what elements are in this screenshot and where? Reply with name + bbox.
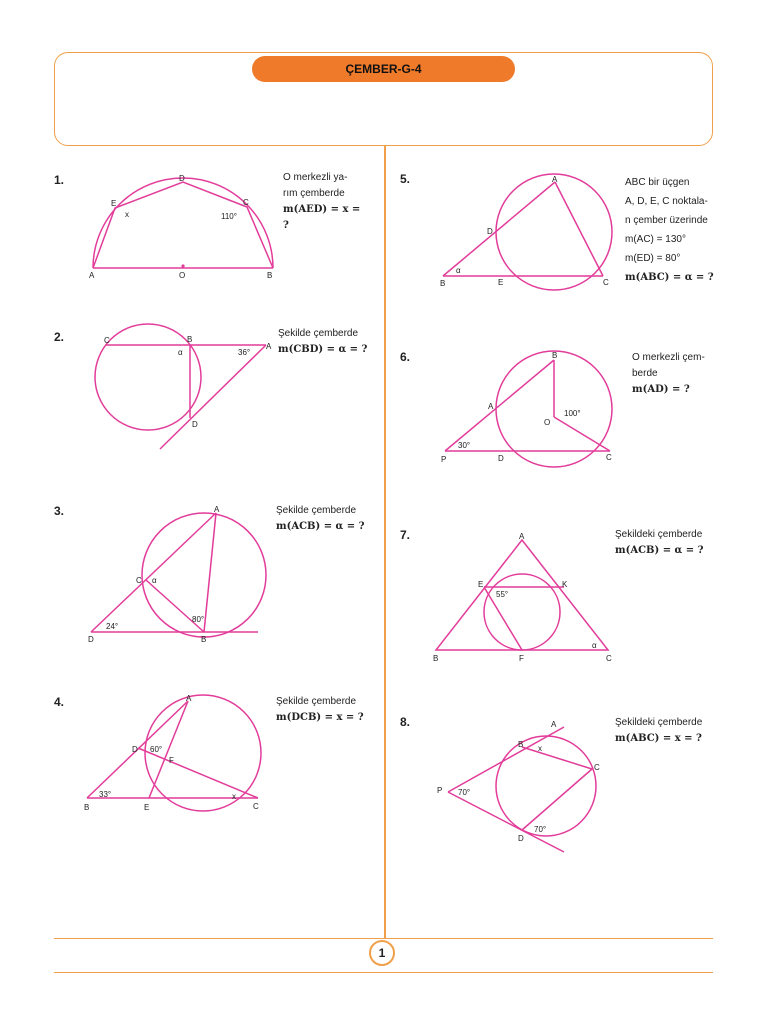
q5-text-line: n çember üzerinde <box>625 215 708 226</box>
question-7-number: 7. <box>400 528 411 542</box>
q2-formula: m(CBD) = α = ? <box>278 344 368 355</box>
q2-label-B: B <box>187 335 193 344</box>
q1-label-C: C <box>243 198 249 207</box>
question-3-text <box>276 503 376 535</box>
q6-label-D: D <box>498 454 504 463</box>
q4-label-F: F <box>169 756 174 765</box>
column-divider <box>384 146 386 938</box>
question-4-figure <box>83 695 273 825</box>
q1-formula: m(AED) = x = ? <box>283 204 361 231</box>
q1-label-A: A <box>89 271 95 280</box>
q4-formula: m(DCB) = x = ? <box>276 712 364 723</box>
q5-formula: m(AC) = 130° <box>625 234 686 245</box>
page-number: 1 <box>369 940 395 966</box>
question-4-text <box>276 694 376 726</box>
q7-label-alpha: α <box>592 641 597 650</box>
footer-line <box>54 972 713 973</box>
q8-label-angle2: 70° <box>534 825 547 834</box>
question-2-number: 2. <box>54 330 65 344</box>
question-1-text <box>283 170 368 234</box>
q3-label-B: B <box>201 635 207 644</box>
q5-label-B: B <box>440 279 446 288</box>
q8-label-B: B <box>518 740 524 749</box>
q2-label-C: C <box>104 336 110 345</box>
q6-formula: m(AD) = ? <box>632 384 690 395</box>
q3-text-line: Şekilde çemberde <box>276 505 357 516</box>
footer-line <box>54 938 713 939</box>
q6-text-line: O merkezli çem- <box>632 352 705 363</box>
question-5-figure <box>438 172 623 297</box>
q2-label-alpha: α <box>178 348 183 357</box>
q4-label-D: D <box>132 745 138 754</box>
q3-label-C: C <box>136 576 142 585</box>
q4-label-x: x <box>232 792 236 801</box>
q4-label-B: B <box>84 803 90 812</box>
question-6-text <box>632 350 717 398</box>
q1-text-line: rım çemberde <box>283 188 345 199</box>
question-1-number: 1. <box>54 173 65 187</box>
question-5-number: 5. <box>400 172 411 186</box>
q8-label-D: D <box>518 834 524 843</box>
question-2-text <box>278 326 378 358</box>
question-6-figure <box>440 352 625 472</box>
q6-label-O: O <box>544 418 551 427</box>
q6-label-angle2: 30° <box>458 441 471 450</box>
q8-formula: m(ABC) = x = ? <box>615 733 702 744</box>
q4-label-angle2: 33° <box>99 790 112 799</box>
q3-formula: m(ACB) = α = ? <box>276 521 365 532</box>
question-8-figure <box>434 717 619 862</box>
q5-text-line: ABC bir üçgen <box>625 177 690 188</box>
q5-label-A: A <box>552 175 558 184</box>
q2-label-D: D <box>192 420 198 429</box>
q2-text-line: Şekilde çemberde <box>278 328 359 339</box>
q1-label-D: D <box>179 174 185 183</box>
q8-label-angle1: 70° <box>458 788 471 797</box>
q1-label-E: E <box>111 199 117 208</box>
q3-label-angle2: 80° <box>192 615 205 624</box>
q4-label-angle1: 60° <box>150 745 163 754</box>
q2-label-A: A <box>266 342 272 351</box>
question-7-figure <box>432 530 617 670</box>
question-7-text <box>615 527 715 559</box>
question-6-number: 6. <box>400 350 411 364</box>
q5-formula: m(ABC) = α = ? <box>625 272 714 283</box>
question-3-number: 3. <box>54 504 65 518</box>
q1-label-B: B <box>267 271 273 280</box>
q8-label-A: A <box>551 720 557 729</box>
q7-label-F: F <box>519 654 524 663</box>
q7-label-E: E <box>478 580 484 589</box>
q7-formula: m(ACB) = α = ? <box>615 545 704 556</box>
q6-label-P: P <box>441 455 447 464</box>
q4-label-E: E <box>144 803 150 812</box>
question-5-text <box>625 173 715 287</box>
q7-text-line: Şekildeki çemberde <box>615 529 703 540</box>
q1-text-line: O merkezli ya- <box>283 172 348 183</box>
question-2-figure <box>92 332 282 457</box>
q8-label-P: P <box>437 786 443 795</box>
q6-text-line: berde <box>632 368 658 379</box>
q7-label-C: C <box>606 654 612 663</box>
q5-label-C: C <box>603 278 609 287</box>
q1-label-O: O <box>179 271 186 280</box>
q5-formula: m(ED) = 80° <box>625 253 681 264</box>
q3-label-alpha: α <box>152 576 157 585</box>
q3-label-angle1: 24° <box>106 622 119 631</box>
q1-label-x: x <box>125 210 129 219</box>
question-3-figure <box>86 505 276 650</box>
q6-label-B: B <box>552 351 558 360</box>
question-1-figure <box>85 170 285 290</box>
q2-label-angle: 36° <box>238 348 251 357</box>
question-4-number: 4. <box>54 695 65 709</box>
q6-label-C: C <box>606 453 612 462</box>
q5-text-line: A, D, E, C noktala- <box>625 196 708 207</box>
q4-label-C: C <box>253 802 259 811</box>
q4-text-line: Şekilde çemberde <box>276 696 357 707</box>
q3-label-D: D <box>88 635 94 644</box>
question-8-number: 8. <box>400 715 411 729</box>
q7-label-angle: 55° <box>496 590 509 599</box>
question-8-text <box>615 715 715 747</box>
q1-label-angle: 110° <box>221 212 237 221</box>
q7-label-B: B <box>433 654 439 663</box>
q3-label-A: A <box>214 505 220 514</box>
q5-label-alpha: α <box>456 266 461 275</box>
q8-text-line: Şekildeki çemberde <box>615 717 703 728</box>
q8-label-x: x <box>538 744 542 753</box>
q8-label-C: C <box>594 763 600 772</box>
q7-label-A: A <box>519 532 525 541</box>
page-title: ÇEMBER-G-4 <box>252 56 515 82</box>
q6-label-angle1: 100° <box>564 409 581 418</box>
q4-label-A: A <box>186 694 192 703</box>
q7-label-K: K <box>562 580 568 589</box>
q5-label-E: E <box>498 278 504 287</box>
q6-label-A: A <box>488 402 494 411</box>
q5-label-D: D <box>487 227 493 236</box>
